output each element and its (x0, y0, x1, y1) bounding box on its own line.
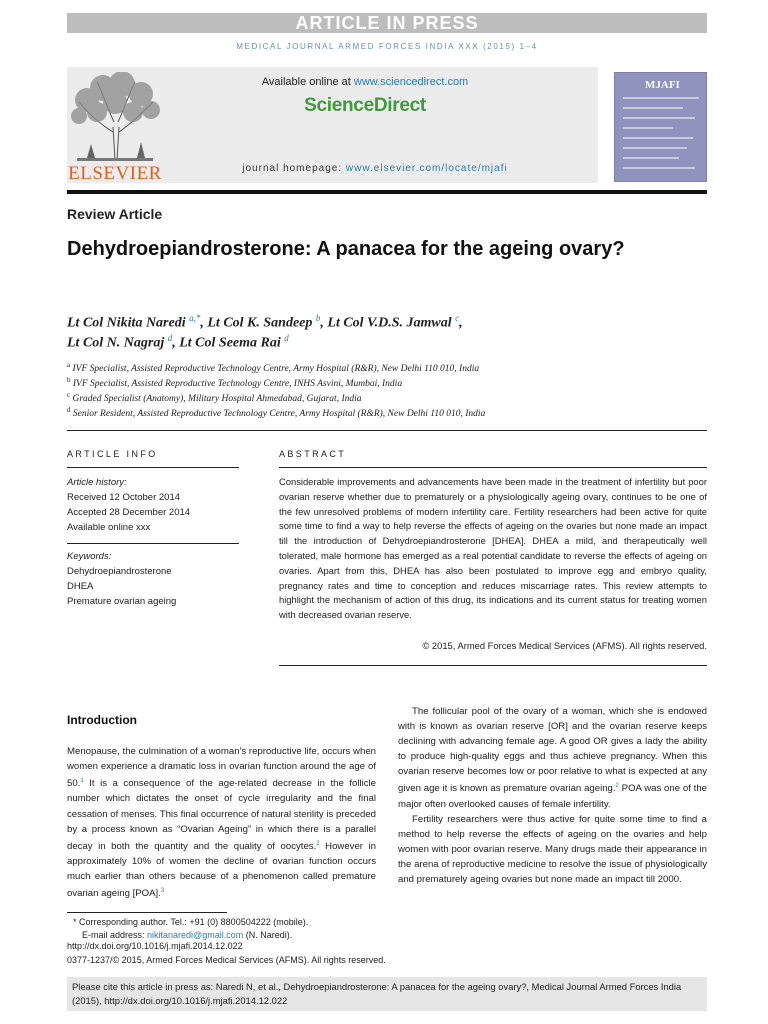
affiliation: $^d$ Senior Resident, Assisted Reproductive Technology Centre, Army Hospital (R&R), New Delhi 110 010, India (67, 406, 486, 420)
authors-line-1: Lt Col Nikita Naredi $^{a,*}$, Lt Col K. Sandeep $^b$, Lt Col V.D.S. Jamwal $^c$, (67, 313, 463, 331)
intro-right-column (398, 704, 707, 887)
author-affil-link[interactable]: d (167, 333, 173, 343)
article-history (67, 475, 239, 535)
doi-link[interactable]: http://dx.doi.org/10.1016/j.mjafi.2014.12.022 (67, 941, 243, 951)
author-affil-link[interactable]: a,* (189, 313, 201, 323)
header-divider (67, 190, 707, 194)
author-name: Lt Col N. Nagraj (67, 335, 165, 351)
history-label: Article history: (67, 477, 127, 488)
sciencedirect-logo: ScienceDirect (304, 95, 426, 116)
author-name: Lt Col K. Sandeep (207, 315, 313, 331)
keyword: Premature ovarian ageing (67, 596, 177, 607)
reference-link[interactable]: 2 (316, 840, 320, 847)
divider (67, 467, 239, 468)
abstract-text: Considerable improvements and advancements have been made in the treatment of infertility but poor ovarian reserve whether due to prematurely or a physiologically ageing ovary, continues to be one of the few unresolved problems of modern infertility care. Fertility researchers had been active for quite some time to find a way to help reverse the effects of ageing on the ovaries but none made an impact till the introduction of Dehydroepiandrosterone [DHEA]. DHEA a mild, and therapeutically well tolerated, male hormone has emerged as a real potential candidate to reverse the effects of ageing on ovaries. Apart from this, DHEA has also been postulated to improve egg and embryo quality, pregnancy rates and time to conception and reduces miscarriage rates. This review attempts to highlight the mechanism of action of this drug, its indications and its current status for treating women with decreased ovarian reserve. (279, 476, 707, 621)
affiliation: $^a$ IVF Specialist, Assisted Reproductive Technology Centre, Army Hospital (R&R), New Delhi 110 010, India (67, 361, 480, 375)
article-info-heading: ARTICLE INFO (67, 449, 158, 459)
online-date: Available online xxx (67, 522, 151, 533)
keyword: DHEA (67, 581, 94, 592)
journal-cover-thumbnail (614, 72, 707, 182)
available-prefix: Available online at (261, 76, 354, 88)
available-online (200, 76, 530, 88)
author-name: Lt Col Nikita Naredi (67, 315, 186, 331)
homepage-prefix: journal homepage: (242, 163, 346, 174)
elsevier-wordmark: ELSEVIER (68, 163, 162, 184)
reference-link[interactable]: 2 (615, 783, 619, 790)
paragraph: The follicular pool of the ovary of a woman, which she is endowed with is known as ovarian reserve [OR] and the ovarian reserve keeps declining with advancing female age. A good OR gives a lady the ability to produce high-quality eggs and thus achieve pregnancy. When this ovarian reserve becomes low or poor relative to what is expected at any given age it is known as premature ovarian ageing.$^2$ POA was one of the major often overlooked causes of female infertility. (398, 706, 707, 810)
keywords-label: Keywords: (67, 551, 112, 562)
author-name: Lt Col V.D.S. Jamwal (327, 315, 452, 331)
journal-homepage-link[interactable]: www.elsevier.com/locate/mjafi (345, 163, 508, 174)
journal-homepage (160, 163, 590, 174)
email-link[interactable]: nikitanaredi@gmail.com (147, 930, 244, 940)
reference-link[interactable]: 1 (80, 778, 84, 785)
intro-left-column (67, 744, 376, 902)
introduction-heading: Introduction (67, 713, 137, 727)
affiliation: $^b$ IVF Specialist, Assisted Reproductive Technology Centre, INHS Asvini, Mumbai, India (67, 376, 403, 390)
received-date: Received 12 October 2014 (67, 492, 181, 503)
affiliation: $^c$ Graded Specialist (Anatomy), Military Hospital Ahmedabad, Gujarat, India (67, 391, 362, 405)
keyword: Dehydroepiandrosterone (67, 566, 172, 577)
author-affil-link[interactable]: b (315, 313, 321, 323)
corresponding-author: * Corresponding author. Tel.: +91 (0) 8800504222 (mobile). (73, 917, 309, 927)
cover-title: MJAFI (645, 79, 680, 91)
divider (67, 543, 239, 544)
article-title: Dehydroepiandrosterone: A panacea for the ageing ovary? (67, 238, 625, 260)
citation-box: Please cite this article in press as: Naredi N, et al., Dehydroepiandrosterone: A panacea for the ageing ovary?, Medical Journal Armed Forces India (2015), http://dx.doi.org/10.1016/j.mjafi.2014.12.022 (67, 977, 707, 1011)
sciencedirect-url-link[interactable]: www.sciencedirect.com (353, 76, 469, 88)
author-affil-link[interactable]: c (455, 313, 460, 323)
footnote-divider (67, 912, 227, 913)
author-name: Lt Col Seema Rai (179, 335, 281, 351)
journal-running-head: MEDICAL JOURNAL ARMED FORCES INDIA XXX (2015) 1–4 (236, 42, 538, 51)
article-in-press-banner: ARTICLE IN PRESS (67, 13, 707, 33)
divider (279, 467, 707, 468)
accepted-date: Accepted 28 December 2014 (67, 507, 191, 518)
paragraph: Menopause, the culmination of a woman's reproductive life, occurs when women experience a dramatic loss in ovarian function around the age of 50.$^1$ It is a consequence of the age-related decrease in the follicle number which dictates the onset of cycle irregularity and the final cessation of menses. This final occurrence of natural sterility is preceded by a process known as “Ovarian Ageing” in which there is a parallel decay in both the quantity and the quality of oocytes.$^2$ However in approximately 10% of women the decline of ovarian function occurs much earlier than others because of a phenomenon called premature ovarian ageing [POA].$^3$ (67, 746, 376, 900)
paragraph: Fertility researchers were thus active for quite some time to find a method to help reverse the effects of ageing on the ovaries and help women with poor ovarian reserve. Many drugs made their appearance in the arena of reproductive medicine to resolve the issue of physiologically and prematurely ageing ovaries but none made an impact till 2000. (398, 813, 707, 886)
article-type: Review Article (67, 206, 163, 222)
authors-line-2: Lt Col N. Nagraj $^d$, Lt Col Seema Rai $^d$ (67, 333, 289, 351)
author-affil-link[interactable]: d (284, 333, 289, 343)
divider (279, 665, 707, 666)
issn-line: 0377-1237/© 2015, Armed Forces Medical Services (AFMS). All rights reserved. (67, 955, 386, 965)
reference-link[interactable]: 3 (160, 888, 165, 895)
abstract-heading: ABSTRACT (279, 449, 347, 459)
keywords (67, 549, 239, 609)
divider (67, 430, 707, 431)
email-line: E-mail address: nikitanaredi@gmail.com (N. Naredi). (82, 930, 293, 940)
abstract-copyright: © 2015, Armed Forces Medical Services (AFMS). All rights reserved. (422, 640, 707, 651)
